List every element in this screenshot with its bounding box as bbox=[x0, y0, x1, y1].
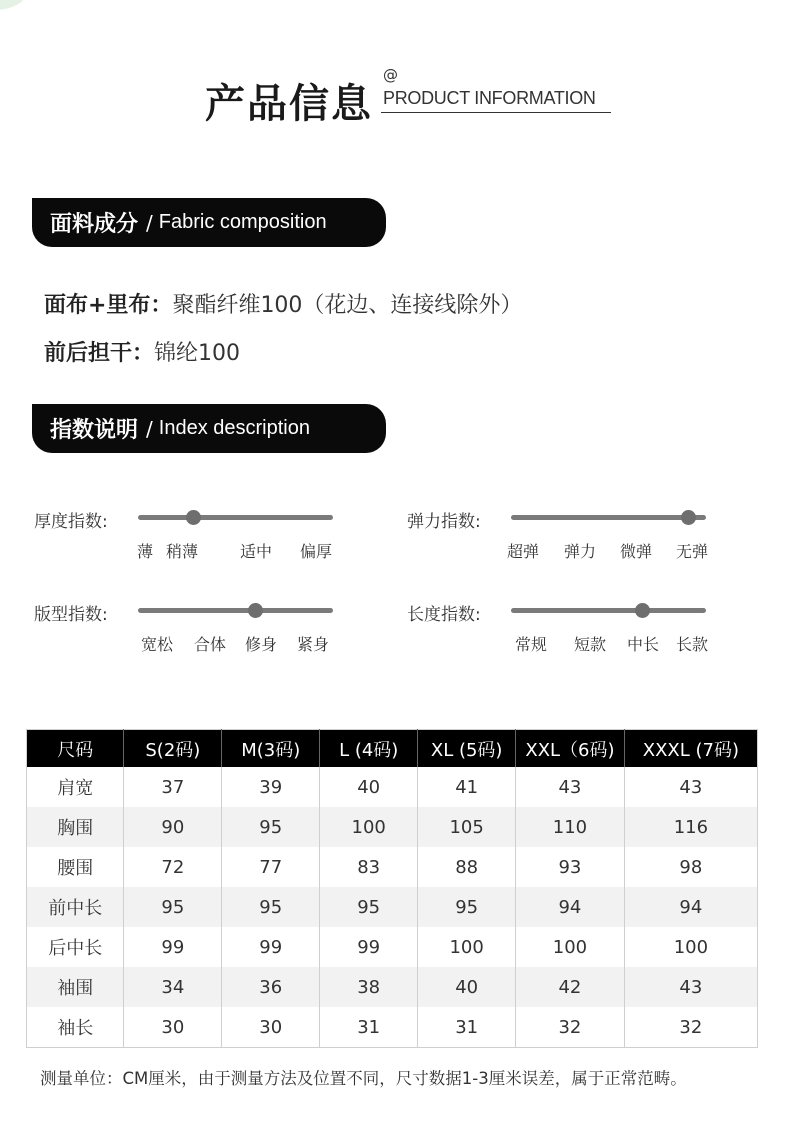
header-m: M(3码) bbox=[222, 730, 320, 768]
size-table bbox=[26, 729, 758, 1048]
title-cn: 产品信息 bbox=[205, 81, 373, 127]
table-cell: 37 bbox=[124, 767, 222, 807]
table-cell: 30 bbox=[222, 1007, 320, 1048]
row-label-cell: 胸围 bbox=[27, 807, 124, 847]
slider-option-label: 超弹 bbox=[506, 542, 540, 561]
table-cell: 99 bbox=[222, 927, 320, 967]
table-cell: 39 bbox=[222, 767, 320, 807]
slider-option-label: 紧身 bbox=[296, 635, 330, 654]
table-cell: 105 bbox=[418, 807, 516, 847]
fabric-line-value: 聚酯纤维100（花边、连接线除外） bbox=[172, 293, 523, 318]
slider-option-label: 薄 bbox=[136, 542, 154, 561]
fabric-line-key: 前后担干： bbox=[44, 341, 155, 366]
header-xxxl: XXXL (7码) bbox=[624, 730, 757, 768]
table-cell: 38 bbox=[320, 967, 418, 1007]
fabric-line bbox=[44, 288, 522, 319]
slider-option-label: 适中 bbox=[239, 542, 273, 561]
slider-knob bbox=[681, 510, 696, 525]
slider-option-label: 偏厚 bbox=[299, 542, 333, 561]
slider-option-label: 无弹 bbox=[675, 542, 709, 561]
table-cell: 100 bbox=[516, 927, 625, 967]
header-size: 尺码 bbox=[27, 730, 124, 768]
table-cell: 32 bbox=[679, 1016, 703, 1038]
fabric-line-value: 锦纶100 bbox=[154, 341, 241, 366]
table-cell: 43 bbox=[679, 776, 703, 798]
table-cell: 90 bbox=[124, 807, 222, 847]
table-cell: 100 bbox=[418, 927, 516, 967]
table-cell: 110 bbox=[516, 807, 625, 847]
thickness-index bbox=[34, 507, 364, 567]
row-label-cell: 前中长 bbox=[27, 887, 124, 927]
table-row bbox=[27, 807, 758, 847]
slider-knob bbox=[635, 603, 650, 618]
table-cell: 94 bbox=[516, 887, 625, 927]
table-cell: 72 bbox=[124, 847, 222, 887]
slider-track bbox=[511, 515, 706, 520]
header-s: S(2码) bbox=[124, 730, 222, 768]
table-cell: 77 bbox=[222, 847, 320, 887]
slider-option-label: 宽松 bbox=[140, 635, 174, 654]
header-xl: XL (5码) bbox=[418, 730, 516, 768]
table-cell: 32 bbox=[516, 1007, 625, 1048]
table-cell: 41 bbox=[418, 767, 516, 807]
table-cell: 88 bbox=[418, 847, 516, 887]
slider-track bbox=[138, 515, 333, 520]
slider-knob bbox=[248, 603, 263, 618]
fabric-header-cn: 面料成分 bbox=[50, 212, 139, 237]
table-cell: 42 bbox=[516, 967, 625, 1007]
table-cell: 100 bbox=[673, 936, 709, 958]
thickness-index-label: 厚度指数: bbox=[34, 512, 108, 532]
header-xxl: XXL（6码) bbox=[516, 730, 625, 768]
slider-option-label: 弹力 bbox=[563, 542, 597, 561]
table-cell: 95 bbox=[320, 887, 418, 927]
table-cell: 43 bbox=[624, 967, 757, 1007]
fit-index-label: 版型指数: bbox=[34, 605, 108, 625]
table-cell: 43 bbox=[516, 767, 625, 807]
table-row bbox=[27, 1007, 758, 1048]
title-at-symbol: @ bbox=[383, 66, 398, 84]
row-label-cell: 肩宽 bbox=[27, 767, 124, 807]
fabric-line bbox=[44, 336, 240, 367]
table-cell: 40 bbox=[320, 767, 418, 807]
table-cell: 83 bbox=[320, 847, 418, 887]
table-cell: 93 bbox=[516, 847, 625, 887]
table-cell: 94 bbox=[624, 887, 757, 927]
slider-option-label: 稍薄 bbox=[165, 542, 199, 561]
row-label-cell: 后中长 bbox=[27, 927, 124, 967]
index-section-header bbox=[32, 404, 386, 453]
fit-index bbox=[34, 600, 364, 660]
length-index bbox=[407, 600, 737, 660]
table-cell: 100 bbox=[320, 807, 418, 847]
corner-decoration bbox=[0, 0, 30, 10]
table-row bbox=[27, 767, 758, 807]
slider-option-label: 修身 bbox=[244, 635, 278, 654]
header-l: L (4码) bbox=[320, 730, 418, 768]
table-cell: 99 bbox=[124, 927, 222, 967]
slider-option-label: 长款 bbox=[675, 635, 709, 654]
slider-track bbox=[511, 608, 706, 613]
slider-option-label: 短款 bbox=[573, 635, 607, 654]
title-en: PRODUCT INFORMATION bbox=[383, 88, 596, 108]
slider-option-label: 中长 bbox=[626, 635, 660, 654]
index-header-separator: / bbox=[146, 416, 153, 441]
table-row bbox=[27, 887, 758, 927]
table-row bbox=[27, 967, 758, 1007]
elasticity-index-label: 弹力指数: bbox=[407, 512, 481, 532]
table-cell: 95 bbox=[222, 887, 320, 927]
table-cell: 99 bbox=[320, 927, 418, 967]
table-cell: 34 bbox=[124, 967, 222, 1007]
fabric-header-en: Fabric composition bbox=[158, 211, 327, 233]
slider-knob bbox=[186, 510, 201, 525]
slider-option-label: 合体 bbox=[193, 635, 227, 654]
slider-option-label: 微弹 bbox=[619, 542, 653, 561]
slider-track bbox=[138, 608, 333, 613]
fabric-line-key: 面布+里布： bbox=[44, 293, 173, 318]
row-label-cell: 袖长 bbox=[27, 1007, 124, 1048]
fabric-header-separator: / bbox=[146, 210, 153, 235]
table-cell: 95 bbox=[418, 887, 516, 927]
measurement-note: 测量单位：CM厘米，由于测量方法及位置不同，尺寸数据1-3厘米误差，属于正常范畴。 bbox=[40, 1069, 687, 1088]
row-label-cell: 袖围 bbox=[27, 967, 124, 1007]
index-header-cn: 指数说明 bbox=[50, 418, 139, 443]
table-cell: 40 bbox=[418, 967, 516, 1007]
table-cell: 31 bbox=[418, 1007, 516, 1048]
table-row bbox=[27, 847, 758, 887]
table-cell: 31 bbox=[320, 1007, 418, 1048]
size-table-header-row bbox=[27, 730, 758, 768]
table-cell: 95 bbox=[222, 807, 320, 847]
slider-option-label: 常规 bbox=[514, 635, 548, 654]
length-index-label: 长度指数: bbox=[407, 605, 481, 625]
table-row bbox=[27, 927, 758, 967]
title-underline bbox=[381, 112, 611, 113]
page-title bbox=[205, 66, 625, 132]
elasticity-index bbox=[407, 507, 737, 567]
table-cell: 116 bbox=[624, 807, 757, 847]
index-header-en: Index description bbox=[158, 417, 310, 439]
table-cell: 30 bbox=[124, 1007, 222, 1048]
table-cell: 95 bbox=[124, 887, 222, 927]
table-cell: 36 bbox=[222, 967, 320, 1007]
fabric-section-header bbox=[32, 198, 386, 247]
row-label-cell: 腰围 bbox=[27, 847, 124, 887]
table-cell: 98 bbox=[679, 856, 703, 878]
